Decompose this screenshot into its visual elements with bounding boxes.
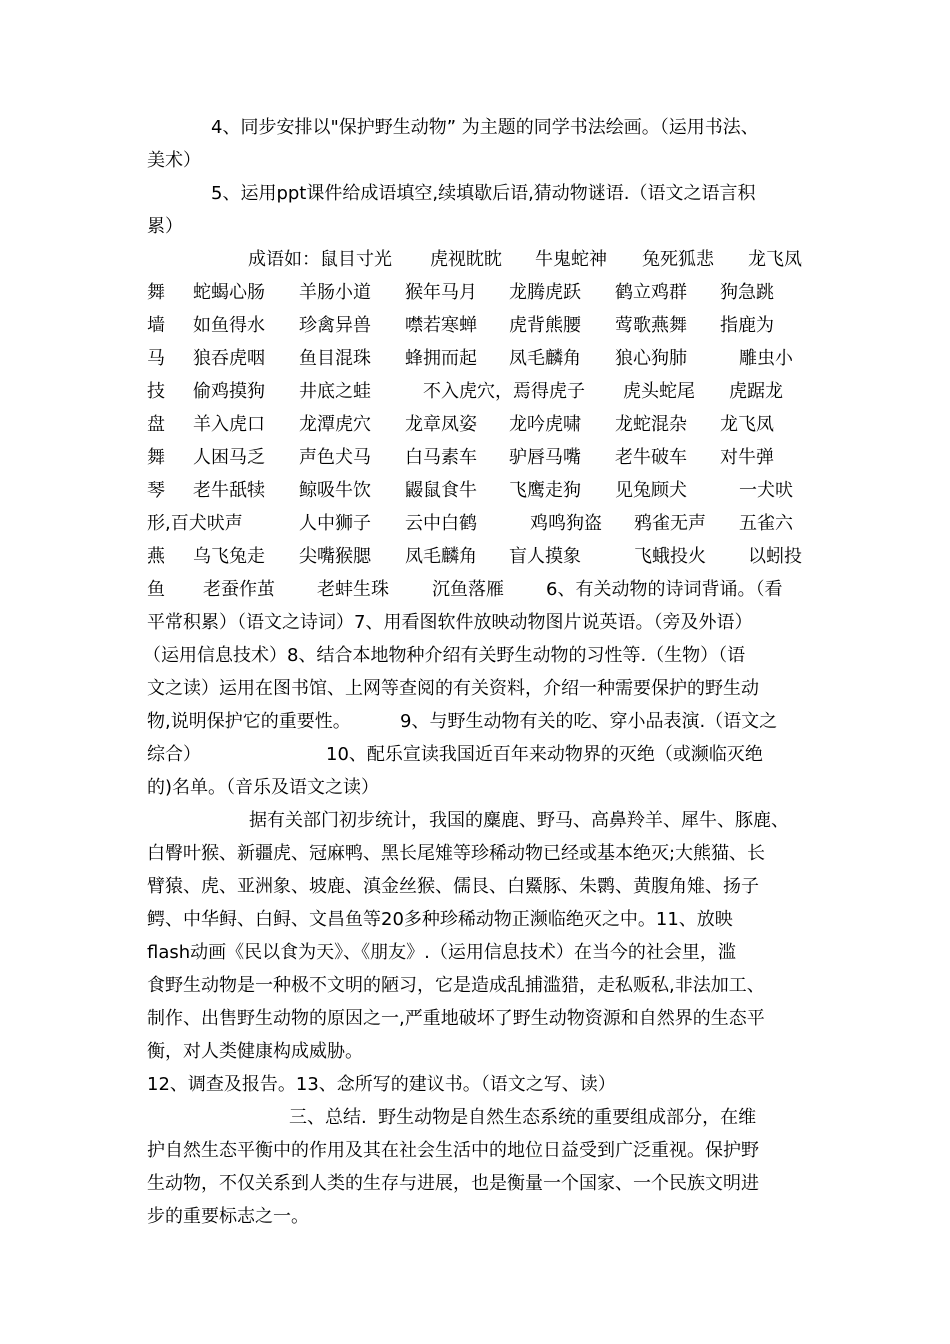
idiom: 如鱼得水 bbox=[193, 315, 265, 336]
idiom: 狗急跳 bbox=[720, 282, 774, 303]
body-line: （运用信息技术）8、结合本地物种介绍有关野生动物的习性等.（生物）（语 bbox=[143, 645, 746, 666]
idiom: 鱼 bbox=[147, 579, 165, 600]
body-line: 物,说明保护它的重要性。 bbox=[147, 711, 351, 732]
idiom: 形,百犬吠声 bbox=[147, 513, 243, 534]
idiom: 珍禽异兽 bbox=[299, 315, 371, 336]
body-line: 制作、出售野生动物的原因之一,严重地破坏了野生动物资源和自然界的生态平 bbox=[147, 1008, 765, 1029]
idiom: 老牛破车 bbox=[615, 447, 687, 468]
idiom: 白马素车 bbox=[405, 447, 477, 468]
idiom: 鱼目混珠 bbox=[299, 348, 371, 369]
body-line: 生动物，不仅关系到人类的生存与进展，也是衡量一个国家、一个民族文明进 bbox=[147, 1173, 759, 1194]
idiom: 以蚓投 bbox=[748, 546, 802, 567]
idiom-row bbox=[147, 545, 847, 578]
idiom: 五雀六 bbox=[739, 513, 793, 534]
idiom: 虎头蛇尾 bbox=[623, 381, 695, 402]
idiom: 舞 bbox=[147, 447, 165, 468]
idiom: 龙吟虎啸 bbox=[509, 414, 581, 435]
idiom: 兔死狐悲 bbox=[642, 249, 714, 270]
body-line: 文之读）运用在图书馆、上网等查阅的有关资料，介绍一种需要保护的野生动 bbox=[147, 678, 759, 699]
body-line: 的)名单。（音乐及语文之读） bbox=[147, 777, 380, 798]
idiom: 凤毛麟角 bbox=[509, 348, 581, 369]
idiom: 驴唇马嘴 bbox=[509, 447, 581, 468]
idiom-row bbox=[147, 446, 847, 479]
idiom: 鸦雀无声 bbox=[634, 513, 706, 534]
paragraph-item-4: 4、同步安排以"保护野生动物” 为主题的同学书法绘画。（运用书法、 bbox=[211, 117, 759, 138]
idiom: 龙飞凤 bbox=[720, 414, 774, 435]
idiom: 6、有关动物的诗词背诵。（看 bbox=[546, 579, 783, 600]
idiom: 一犬吠 bbox=[739, 480, 793, 501]
body-line: 白臀叶猴、新疆虎、冠麻鸭、黑长尾雉等珍稀动物已经或基本绝灭;大熊猫、长 bbox=[147, 843, 766, 864]
idiom: 羊肠小道 bbox=[299, 282, 371, 303]
idiom-row bbox=[147, 314, 847, 347]
idiom: 老蚌生珠 bbox=[317, 579, 389, 600]
idiom: 见兔顾犬 bbox=[615, 480, 687, 501]
idiom: 老蚕作茧 bbox=[203, 579, 275, 600]
idiom-row bbox=[147, 578, 847, 611]
idiom: 羊入虎口 bbox=[193, 414, 265, 435]
idiom-row bbox=[147, 413, 847, 446]
idiom-row bbox=[147, 347, 847, 380]
idiom-row bbox=[147, 479, 847, 512]
body-line: 鳄、中华鲟、白鲟、文昌鱼等20多种珍稀动物正濒临绝灭之中。11、放映 bbox=[147, 909, 733, 930]
idiom: 飞蛾投火 bbox=[634, 546, 706, 567]
body-line: 据有关部门初步统计，我国的麋鹿、野马、高鼻羚羊、犀牛、豚鹿、 bbox=[249, 810, 789, 831]
idiom: 飞鹰走狗 bbox=[509, 480, 581, 501]
idiom: 鲸吸牛饮 bbox=[299, 480, 371, 501]
idiom: 蛇蝎心肠 bbox=[193, 282, 265, 303]
idiom: 对牛弹 bbox=[720, 447, 774, 468]
idiom: 鹤立鸡群 bbox=[615, 282, 687, 303]
idiom: 虎踞龙 bbox=[729, 381, 783, 402]
idiom: 虎视眈眈 bbox=[430, 249, 502, 270]
body-line: 食野生动物是一种极不文明的陋习，它是造成乱捕滥猎，走私贩私,非法加工、 bbox=[147, 975, 765, 996]
idiom: 猴年马月 bbox=[405, 282, 477, 303]
idiom: 龙章凤姿 bbox=[405, 414, 477, 435]
idiom: 龙飞凤 bbox=[748, 249, 802, 270]
idiom: 狼心狗肺 bbox=[615, 348, 687, 369]
paragraph-item-5: 5、运用ppt课件给成语填空,续填歇后语,猜动物谜语.（语文之语言积 bbox=[211, 183, 756, 204]
summary-heading-line: 三、总结. 野生动物是自然生态系统的重要组成部分，在维 bbox=[289, 1107, 757, 1128]
idiom: 马 bbox=[147, 348, 165, 369]
idiom: 莺歌燕舞 bbox=[615, 315, 687, 336]
idiom: 不入虎穴，焉得虎子 bbox=[423, 381, 585, 402]
idiom: 牛鬼蛇神 bbox=[535, 249, 607, 270]
idiom: 井底之蛙 bbox=[299, 381, 371, 402]
idiom: 成语如：鼠目寸光 bbox=[248, 249, 392, 270]
idiom: 声色犬马 bbox=[299, 447, 371, 468]
body-line: 衡，对人类健康构成威胁。 bbox=[147, 1041, 363, 1062]
idiom: 偷鸡摸狗 bbox=[193, 381, 265, 402]
idiom: 盘 bbox=[147, 414, 165, 435]
body-line: 护自然生态平衡中的作用及其在社会生活中的地位日益受到广泛重视。保护野 bbox=[147, 1140, 759, 1161]
idiom: 乌飞兔走 bbox=[193, 546, 265, 567]
idiom: 鼹鼠食牛 bbox=[405, 480, 477, 501]
idiom: 雕虫小 bbox=[739, 348, 793, 369]
idiom: 凤毛麟角 bbox=[405, 546, 477, 567]
idiom: 人中狮子 bbox=[299, 513, 371, 534]
idiom: 人困马乏 bbox=[193, 447, 265, 468]
idiom: 龙蛇混杂 bbox=[615, 414, 687, 435]
idiom: 尖嘴猴腮 bbox=[299, 546, 371, 567]
idiom: 沉鱼落雁 bbox=[432, 579, 504, 600]
idiom: 虎背熊腰 bbox=[509, 315, 581, 336]
paragraph-item-5-cont: 累） bbox=[147, 216, 183, 237]
body-line: 12、调查及报告。13、念所写的建议书。（语文之写、读） bbox=[147, 1074, 616, 1095]
idiom: 噤若寒蝉 bbox=[405, 315, 477, 336]
body-line: 平常积累）（语文之诗词）7、用看图软件放映动物图片说英语。（旁及外语） bbox=[147, 612, 753, 633]
idiom: 龙潭虎穴 bbox=[299, 414, 371, 435]
idiom: 琴 bbox=[147, 480, 165, 501]
body-line: 臂猿、虎、亚洲象、坡鹿、滇金丝猴、儒艮、白鱀豚、朱鹮、黄腹角雉、扬子 bbox=[147, 876, 759, 897]
idiom: 舞 bbox=[147, 282, 165, 303]
idiom: 燕 bbox=[147, 546, 165, 567]
idiom-row bbox=[147, 380, 847, 413]
idiom: 蜂拥而起 bbox=[405, 348, 477, 369]
idiom: 盲人摸象 bbox=[509, 546, 581, 567]
body-line: 步的重要标志之一。 bbox=[147, 1206, 309, 1227]
body-line: 综合） bbox=[147, 744, 201, 765]
idiom: 指鹿为 bbox=[720, 315, 774, 336]
idiom: 老牛舐犊 bbox=[193, 480, 265, 501]
idiom: 墙 bbox=[147, 315, 165, 336]
idiom: 技 bbox=[147, 381, 165, 402]
idiom-row bbox=[147, 281, 847, 314]
body-line: flash动画《民以食为天》、《朋友》.（运用信息技术）在当今的社会里，滥 bbox=[147, 942, 736, 963]
paragraph-item-4-cont: 美术） bbox=[147, 150, 201, 171]
body-line: 10、配乐宣读我国近百年来动物界的灭绝（或濒临灭绝 bbox=[326, 744, 763, 765]
idiom: 狼吞虎咽 bbox=[193, 348, 265, 369]
idiom: 龙腾虎跃 bbox=[509, 282, 581, 303]
idiom: 鸡鸣狗盗 bbox=[530, 513, 602, 534]
idiom-row bbox=[147, 512, 847, 545]
idiom: 云中白鹤 bbox=[405, 513, 477, 534]
idiom-row bbox=[147, 248, 847, 281]
body-line: 9、与野生动物有关的吃、穿小品表演.（语文之 bbox=[400, 711, 778, 732]
